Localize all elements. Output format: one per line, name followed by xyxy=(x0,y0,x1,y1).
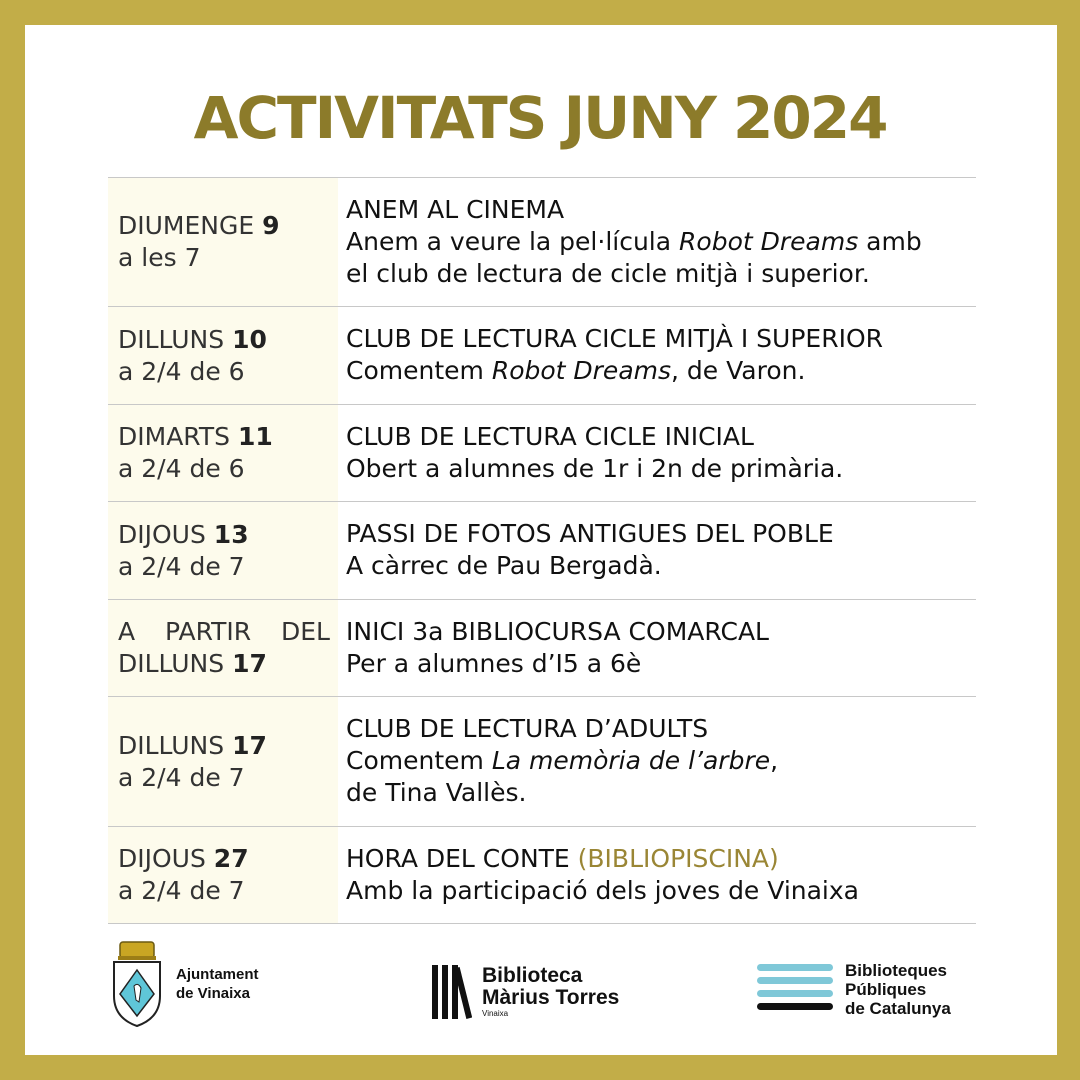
activity-description: Amb la participació dels joves de Vinaixa xyxy=(346,876,859,905)
activity-cell xyxy=(338,600,976,696)
activity-description: Comentem Robot Dreams, de Varon. xyxy=(346,356,806,385)
activity-title-accent: (BIBLIOPISCINA) xyxy=(577,844,779,873)
activity-title: CLUB DE LECTURA CICLE MITJÀ I SUPERIOR xyxy=(346,324,883,353)
time-label: a 2/4 de 7 xyxy=(118,762,245,792)
activity-title: CLUB DE LECTURA CICLE INICIAL xyxy=(346,422,754,451)
date-cell xyxy=(108,697,338,826)
activity-title: CLUB DE LECTURA D’ADULTS xyxy=(346,714,709,743)
bpc-logo xyxy=(757,960,951,1018)
activity-title: ANEM AL CINEMA xyxy=(346,195,565,224)
table-row xyxy=(108,307,976,405)
day-number: 27 xyxy=(213,844,249,873)
day-label: DIJOUS xyxy=(118,519,206,549)
activity-description: Per a alumnes d’I5 a 6è xyxy=(346,649,642,678)
day-number: 17 xyxy=(232,649,267,678)
date-cell: A PARTIR DEL DILLUNS 17 xyxy=(108,600,338,696)
ajuntament-logo xyxy=(108,940,259,1028)
book-stripes-icon xyxy=(757,960,837,1018)
day-number: 17 xyxy=(232,730,267,760)
activity-description-cont: el club de lectura de cicle mitjà i superior. xyxy=(346,259,870,288)
bpc-line1: Biblioteques xyxy=(845,960,948,980)
day-label: DILLUNS xyxy=(118,324,225,354)
activity-cell xyxy=(338,827,976,923)
day-label: DIUMENGE xyxy=(118,211,255,240)
table-row xyxy=(108,827,976,924)
day-number: 11 xyxy=(237,422,273,451)
books-icon xyxy=(430,965,472,1019)
activity-cell xyxy=(338,307,976,404)
ajuntament-line1: Ajuntament xyxy=(176,966,259,983)
activity-title: INICI 3a BIBLIOCURSA COMARCAL xyxy=(346,617,769,646)
activity-description-cont: de Tina Vallès. xyxy=(346,778,527,807)
day-label: DILLUNS xyxy=(118,730,225,760)
table-row xyxy=(108,600,976,697)
bpc-line2: Públiques xyxy=(845,979,927,999)
day-label: DILLUNS xyxy=(118,649,225,678)
time-label: a les 7 xyxy=(118,243,201,272)
activity-description: Comentem La memòria de l’arbre, xyxy=(346,746,779,775)
time-label: a 2/4 de 7 xyxy=(118,551,245,581)
activity-description: A càrrec de Pau Bergadà. xyxy=(346,551,662,580)
table-row xyxy=(108,697,976,827)
activity-title: PASSI DE FOTOS ANTIGUES DEL POBLE xyxy=(346,519,834,548)
bpc-line3: de Catalunya xyxy=(845,998,951,1018)
day-number: 13 xyxy=(213,519,249,549)
activity-cell xyxy=(338,502,976,599)
date-cell xyxy=(108,502,338,599)
biblioteca-line1: Biblioteca xyxy=(482,964,583,987)
page-title: ACTIVITATS JUNY 2024 xyxy=(193,84,887,152)
date-cell xyxy=(108,405,338,501)
table-row xyxy=(108,405,976,502)
biblioteca-line2: Màrius Torres xyxy=(482,986,620,1009)
day-number: 9 xyxy=(262,211,280,240)
activity-title: HORA DEL CONTE (BIBLIOPISCINA) xyxy=(346,844,779,873)
activity-description: Obert a alumnes de 1r i 2n de primària. xyxy=(346,454,844,483)
date-cell xyxy=(108,178,338,306)
biblioteca-line3: Vinaixa xyxy=(482,1009,509,1018)
footer-logos xyxy=(0,935,1080,1035)
day-label: DIMARTS xyxy=(118,422,230,451)
table-row xyxy=(108,502,976,600)
ajuntament-line2: de Vinaixa xyxy=(176,985,250,1002)
date-cell xyxy=(108,307,338,404)
day-label: DIJOUS xyxy=(118,844,206,873)
date-cell xyxy=(108,827,338,923)
activity-cell xyxy=(338,178,976,306)
time-label: a 2/4 de 6 xyxy=(118,454,245,483)
coat-of-arms-icon xyxy=(108,940,166,1028)
schedule-table xyxy=(108,177,976,924)
table-row xyxy=(108,178,976,307)
activity-cell xyxy=(338,405,976,501)
biblioteca-logo xyxy=(430,965,619,1019)
time-label: a 2/4 de 7 xyxy=(118,876,245,905)
time-label: a 2/4 de 6 xyxy=(118,356,245,386)
activity-cell xyxy=(338,697,976,826)
activity-description: Anem a veure la pel·lícula Robot Dreams amb xyxy=(346,227,922,256)
day-number: 10 xyxy=(232,324,267,354)
